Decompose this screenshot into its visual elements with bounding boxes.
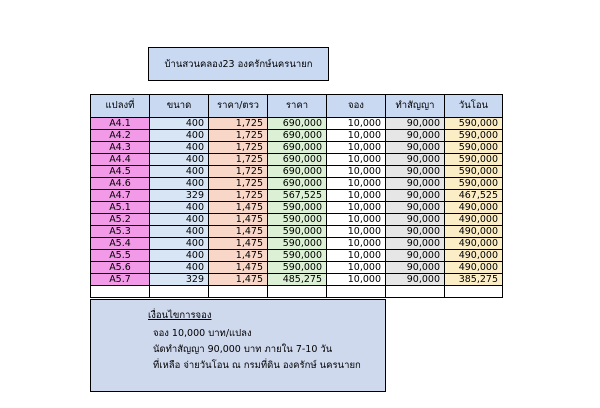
cell-deposit: 10,000 (327, 166, 386, 178)
cell-deposit: 10,000 (327, 142, 386, 154)
table-row (91, 130, 503, 142)
table-row (91, 166, 503, 178)
cell-deposit: 10,000 (327, 274, 386, 286)
cell-deposit: 10,000 (327, 250, 386, 262)
cell-contract: 90,000 (386, 190, 445, 202)
condition-line: ที่เหลือ จ่ายวันโอน ณ กรมที่ดิน องครักษ์ นครนายก (153, 360, 361, 371)
cell-size: 400 (150, 118, 209, 130)
empty-cell (386, 286, 445, 298)
cell-contract: 90,000 (386, 262, 445, 274)
cell-transfer: 590,000 (445, 142, 503, 154)
cell-price-per-wah: 1,725 (209, 190, 268, 202)
cell-size: 400 (150, 262, 209, 274)
cell-size: 400 (150, 142, 209, 154)
cell-transfer: 490,000 (445, 262, 503, 274)
table-row (91, 118, 503, 130)
cell-deposit: 10,000 (327, 190, 386, 202)
table-row (91, 178, 503, 190)
cell-contract: 90,000 (386, 250, 445, 262)
header-transfer-day: วันโอน (445, 95, 503, 118)
price-table-header (91, 95, 503, 118)
table-row (91, 214, 503, 226)
cell-plot: A4.3 (91, 142, 150, 154)
cell-contract: 90,000 (386, 154, 445, 166)
header-plot: แปลงที่ (91, 95, 150, 118)
header-price: ราคา (268, 95, 327, 118)
cell-contract: 90,000 (386, 142, 445, 154)
cell-price: 590,000 (268, 262, 327, 274)
condition-line: นัดทำสัญญา 90,000 บาท ภายใน 7-10 วัน (153, 344, 333, 355)
cell-deposit: 10,000 (327, 202, 386, 214)
price-table-body (91, 118, 503, 298)
cell-transfer: 490,000 (445, 238, 503, 250)
cell-price-per-wah: 1,475 (209, 262, 268, 274)
cell-plot: A5.7 (91, 274, 150, 286)
table-row (91, 154, 503, 166)
cell-price: 690,000 (268, 178, 327, 190)
cell-price: 567,525 (268, 190, 327, 202)
cell-price-per-wah: 1,475 (209, 226, 268, 238)
cell-contract: 90,000 (386, 226, 445, 238)
cell-price: 590,000 (268, 238, 327, 250)
header-contract: ทำสัญญา (386, 95, 445, 118)
cell-deposit: 10,000 (327, 154, 386, 166)
cell-price: 690,000 (268, 166, 327, 178)
empty-cell (150, 286, 209, 298)
header-size: ขนาด (150, 95, 209, 118)
cell-plot: A5.3 (91, 226, 150, 238)
cell-deposit: 10,000 (327, 238, 386, 250)
cell-size: 400 (150, 202, 209, 214)
cell-transfer: 590,000 (445, 166, 503, 178)
cell-size: 329 (150, 274, 209, 286)
header-price-per-wah: ราคา/ตรว (209, 95, 268, 118)
cell-contract: 90,000 (386, 166, 445, 178)
cell-transfer: 590,000 (445, 118, 503, 130)
table-row (91, 142, 503, 154)
cell-transfer: 490,000 (445, 226, 503, 238)
table-row (91, 262, 503, 274)
cell-deposit: 10,000 (327, 178, 386, 190)
cell-transfer: 490,000 (445, 202, 503, 214)
cell-plot: A5.4 (91, 238, 150, 250)
cell-plot: A5.2 (91, 214, 150, 226)
cell-price: 485,275 (268, 274, 327, 286)
table-row (91, 202, 503, 214)
cell-contract: 90,000 (386, 238, 445, 250)
cell-price: 590,000 (268, 214, 327, 226)
cell-size: 400 (150, 250, 209, 262)
cell-plot: A5.1 (91, 202, 150, 214)
cell-price-per-wah: 1,725 (209, 142, 268, 154)
cell-plot: A5.5 (91, 250, 150, 262)
cell-deposit: 10,000 (327, 130, 386, 142)
cell-price: 690,000 (268, 130, 327, 142)
cell-size: 400 (150, 130, 209, 142)
cell-transfer: 490,000 (445, 250, 503, 262)
empty-cell (91, 286, 150, 298)
cell-transfer: 590,000 (445, 154, 503, 166)
table-row (91, 190, 503, 202)
cell-price: 590,000 (268, 226, 327, 238)
cell-transfer: 590,000 (445, 178, 503, 190)
cell-contract: 90,000 (386, 214, 445, 226)
table-row (91, 250, 503, 262)
cell-price-per-wah: 1,725 (209, 178, 268, 190)
cell-size: 329 (150, 190, 209, 202)
empty-cell (445, 286, 503, 298)
cell-transfer: 590,000 (445, 130, 503, 142)
cell-deposit: 10,000 (327, 118, 386, 130)
cell-plot: A4.7 (91, 190, 150, 202)
cell-price-per-wah: 1,725 (209, 118, 268, 130)
cell-size: 400 (150, 226, 209, 238)
table-row (91, 274, 503, 286)
cell-price-per-wah: 1,725 (209, 130, 268, 142)
cell-plot: A4.6 (91, 178, 150, 190)
cell-plot: A4.5 (91, 166, 150, 178)
cell-size: 400 (150, 178, 209, 190)
cell-price-per-wah: 1,475 (209, 274, 268, 286)
cell-deposit: 10,000 (327, 262, 386, 274)
cell-transfer: 490,000 (445, 214, 503, 226)
condition-line: จอง 10,000 บาท/แปลง (153, 328, 252, 339)
cell-price: 690,000 (268, 118, 327, 130)
cell-price-per-wah: 1,475 (209, 250, 268, 262)
cell-plot: A4.4 (91, 154, 150, 166)
page-title (148, 47, 329, 81)
cell-contract: 90,000 (386, 274, 445, 286)
cell-plot: A4.1 (91, 118, 150, 130)
cell-price: 590,000 (268, 202, 327, 214)
cell-deposit: 10,000 (327, 214, 386, 226)
cell-size: 400 (150, 214, 209, 226)
cell-transfer: 467,525 (445, 190, 503, 202)
cell-price-per-wah: 1,475 (209, 238, 268, 250)
table-row-empty (91, 286, 503, 298)
header-deposit: จอง (327, 95, 386, 118)
cell-contract: 90,000 (386, 178, 445, 190)
conditions-heading: เงื่อนไขการจอง (148, 310, 212, 321)
cell-price: 690,000 (268, 142, 327, 154)
cell-contract: 90,000 (386, 118, 445, 130)
cell-price: 690,000 (268, 154, 327, 166)
cell-contract: 90,000 (386, 130, 445, 142)
page-title-text: บ้านสวนคลอง23 องครักษ์นครนายก (164, 58, 313, 70)
cell-price: 590,000 (268, 250, 327, 262)
table-row (91, 238, 503, 250)
empty-cell (327, 286, 386, 298)
empty-cell (268, 286, 327, 298)
cell-plot: A4.2 (91, 130, 150, 142)
cell-size: 400 (150, 166, 209, 178)
table-row (91, 226, 503, 238)
cell-transfer: 385,275 (445, 274, 503, 286)
cell-price-per-wah: 1,725 (209, 166, 268, 178)
price-table (90, 94, 503, 298)
cell-plot: A5.6 (91, 262, 150, 274)
cell-contract: 90,000 (386, 202, 445, 214)
cell-size: 400 (150, 154, 209, 166)
cell-deposit: 10,000 (327, 226, 386, 238)
cell-price-per-wah: 1,725 (209, 154, 268, 166)
cell-price-per-wah: 1,475 (209, 214, 268, 226)
conditions-box (90, 299, 386, 392)
cell-price-per-wah: 1,475 (209, 202, 268, 214)
cell-size: 400 (150, 238, 209, 250)
empty-cell (209, 286, 268, 298)
